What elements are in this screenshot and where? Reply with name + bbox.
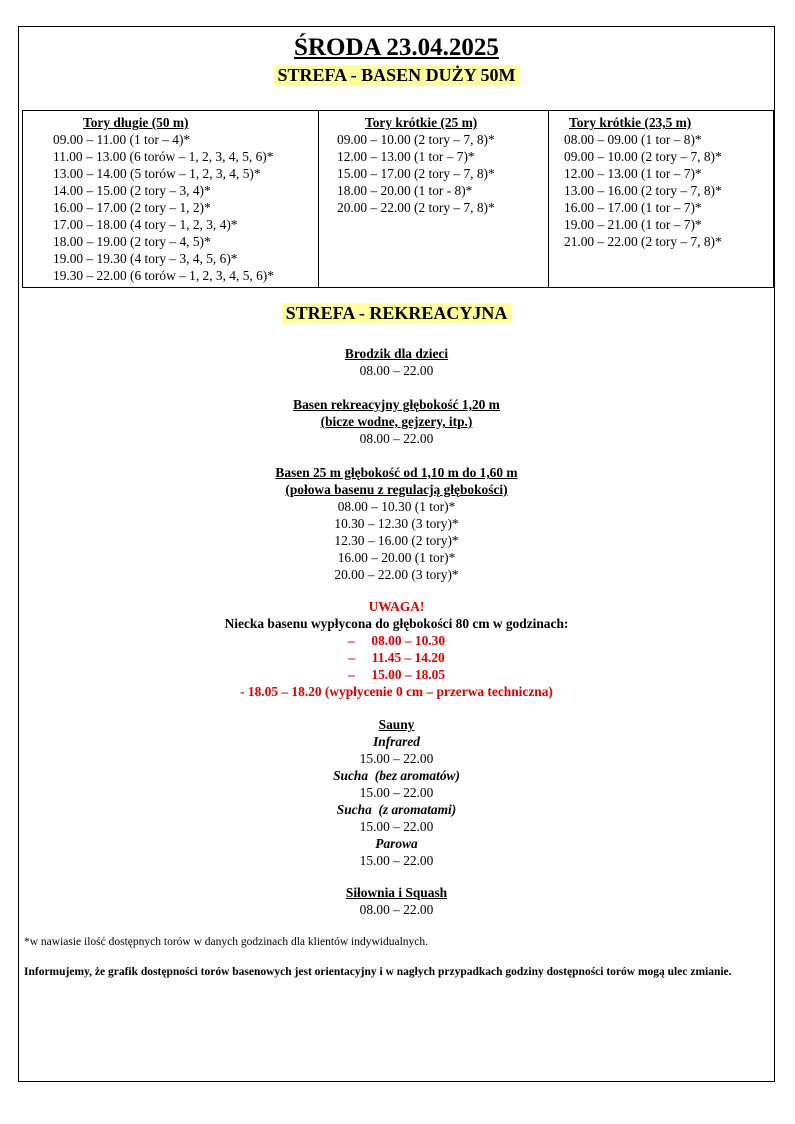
sauna-name: Sucha (z aromatami) (336, 802, 457, 817)
zone-pool-heading (19, 63, 774, 87)
zone-recreation-heading (19, 301, 774, 325)
pool25-section (19, 464, 774, 583)
kids-pool-section (19, 345, 774, 379)
rec-pool-section (19, 396, 774, 447)
lane-row: 12.00 – 13.00 (1 tor – 7)* (564, 166, 702, 181)
lane-row: 19.00 – 19.30 (4 tory – 3, 4, 5, 6)* (53, 251, 238, 266)
lanes-short25-header: Tory krótkie (25 m) (365, 115, 478, 130)
rec-pool-title: Basen rekreacyjny głębokość 1,20 m (293, 397, 500, 412)
sauna-hours: 15.00 – 22.00 (359, 819, 434, 834)
zone-recreation-label: STREFA - REKREACYJNA (282, 303, 512, 323)
warning-row: – 08.00 – 10.30 (347, 633, 446, 648)
lane-row: 08.00 – 09.00 (1 tor – 8)* (564, 132, 702, 147)
page-title: ŚRODA 23.04.2025 (294, 34, 499, 61)
lane-row: 20.00 – 22.00 (2 tory – 7, 8)* (337, 200, 495, 215)
lanes-short25-column (318, 111, 548, 287)
lane-row: 13.00 – 14.00 (5 torów – 1, 2, 3, 4, 5)* (53, 166, 261, 181)
pool25-subtitle: (połowa basenu z regulacją głębokości) (285, 482, 508, 497)
warning-last: - 18.05 – 18.20 (wypłycenie 0 cm – przerwa techniczna) (240, 684, 553, 699)
sauna-hours: 15.00 – 22.00 (359, 853, 434, 868)
kids-pool-title: Brodzik dla dzieci (344, 346, 449, 361)
zone-pool-label: STREFA - BASEN DUŻY 50M (274, 65, 518, 85)
warning-title: UWAGA! (368, 599, 425, 614)
rec-pool-subtitle: (bicze wodne, gejzery, itp.) (320, 414, 473, 429)
lanes-short235-column (548, 111, 773, 287)
lane-row: 12.00 – 13.00 (1 tor – 7)* (337, 149, 475, 164)
lane-row: 19.30 – 22.00 (6 torów – 1, 2, 3, 4, 5, 6)* (53, 268, 274, 283)
gym-section (19, 884, 774, 918)
gym-hours: 08.00 – 22.00 (359, 902, 434, 917)
sauna-name: Parowa (375, 836, 418, 851)
lane-row: 21.00 – 22.00 (2 tory – 7, 8)* (564, 234, 722, 249)
lanes-short235-header: Tory krótkie (23,5 m) (569, 115, 692, 130)
saunas-title: Sauny (378, 717, 415, 732)
lane-row: 09.00 – 10.00 (2 tory – 7, 8)* (564, 149, 722, 164)
lane-row: 13.00 – 16.00 (2 tory – 7, 8)* (564, 183, 722, 198)
pool25-title: Basen 25 m głębokość od 1,10 m do 1,60 m (275, 465, 518, 480)
lane-row: 09.00 – 10.00 (2 tory – 7, 8)* (337, 132, 495, 147)
sauna-name: Sucha (bez aromatów) (333, 768, 460, 783)
lane-row: 09.00 – 11.00 (1 tor – 4)* (53, 132, 191, 147)
lane-row: 18.00 – 19.00 (2 tory – 4, 5)* (53, 234, 211, 249)
lane-row: 18.00 – 20.00 (1 tor - 8)* (337, 183, 473, 198)
pool25-row: 12.30 – 16.00 (2 tory)* (334, 533, 459, 548)
sauna-name: Infrared (373, 734, 420, 749)
lane-row: 11.00 – 13.00 (6 torów – 1, 2, 3, 4, 5, 6)* (53, 149, 274, 164)
notice: Informujemy, że grafik dostępności torów basenowych jest orientacyjny i w nagłych przypadkach godziny dostępności torów mogą ulec zmianie. (24, 966, 732, 978)
pool25-row: 16.00 – 20.00 (1 tor)* (337, 550, 456, 565)
rec-pool-hours: 08.00 – 22.00 (359, 431, 434, 446)
pool25-row: 10.30 – 12.30 (3 tory)* (334, 516, 459, 531)
lane-row: 19.00 – 21.00 (1 tor – 7)* (564, 217, 702, 232)
warning-section (19, 598, 774, 700)
gym-title: Siłownia i Squash (345, 885, 448, 900)
pool25-row: 20.00 – 22.00 (3 tory)* (334, 567, 459, 582)
lanes-long-column (23, 111, 318, 287)
lane-row: 14.00 – 15.00 (2 tory – 3, 4)* (53, 183, 211, 198)
lanes-long-header: Tory długie (50 m) (83, 115, 189, 130)
footnote: *w nawiasie ilość dostępnych torów w danych godzinach dla klientów indywidualnych. (24, 936, 429, 948)
warning-row: – 15.00 – 18.05 (347, 667, 446, 682)
saunas-section (19, 716, 774, 869)
lane-row: 15.00 – 17.00 (2 tory – 7, 8)* (337, 166, 495, 181)
lanes-table (22, 110, 774, 288)
pool25-row: 08.00 – 10.30 (1 tor)* (337, 499, 456, 514)
warning-text: Niecka basenu wypłycona do głębokości 80 cm w godzinach: (224, 616, 569, 631)
lane-row: 17.00 – 18.00 (4 tory – 1, 2, 3, 4)* (53, 217, 238, 232)
warning-row: – 11.45 – 14.20 (348, 650, 445, 665)
lane-row: 16.00 – 17.00 (1 tor – 7)* (564, 200, 702, 215)
sauna-hours: 15.00 – 22.00 (359, 785, 434, 800)
sauna-hours: 15.00 – 22.00 (359, 751, 434, 766)
kids-pool-hours: 08.00 – 22.00 (359, 363, 434, 378)
lane-row: 16.00 – 17.00 (2 tory – 1, 2)* (53, 200, 211, 215)
document-frame (18, 26, 775, 1082)
